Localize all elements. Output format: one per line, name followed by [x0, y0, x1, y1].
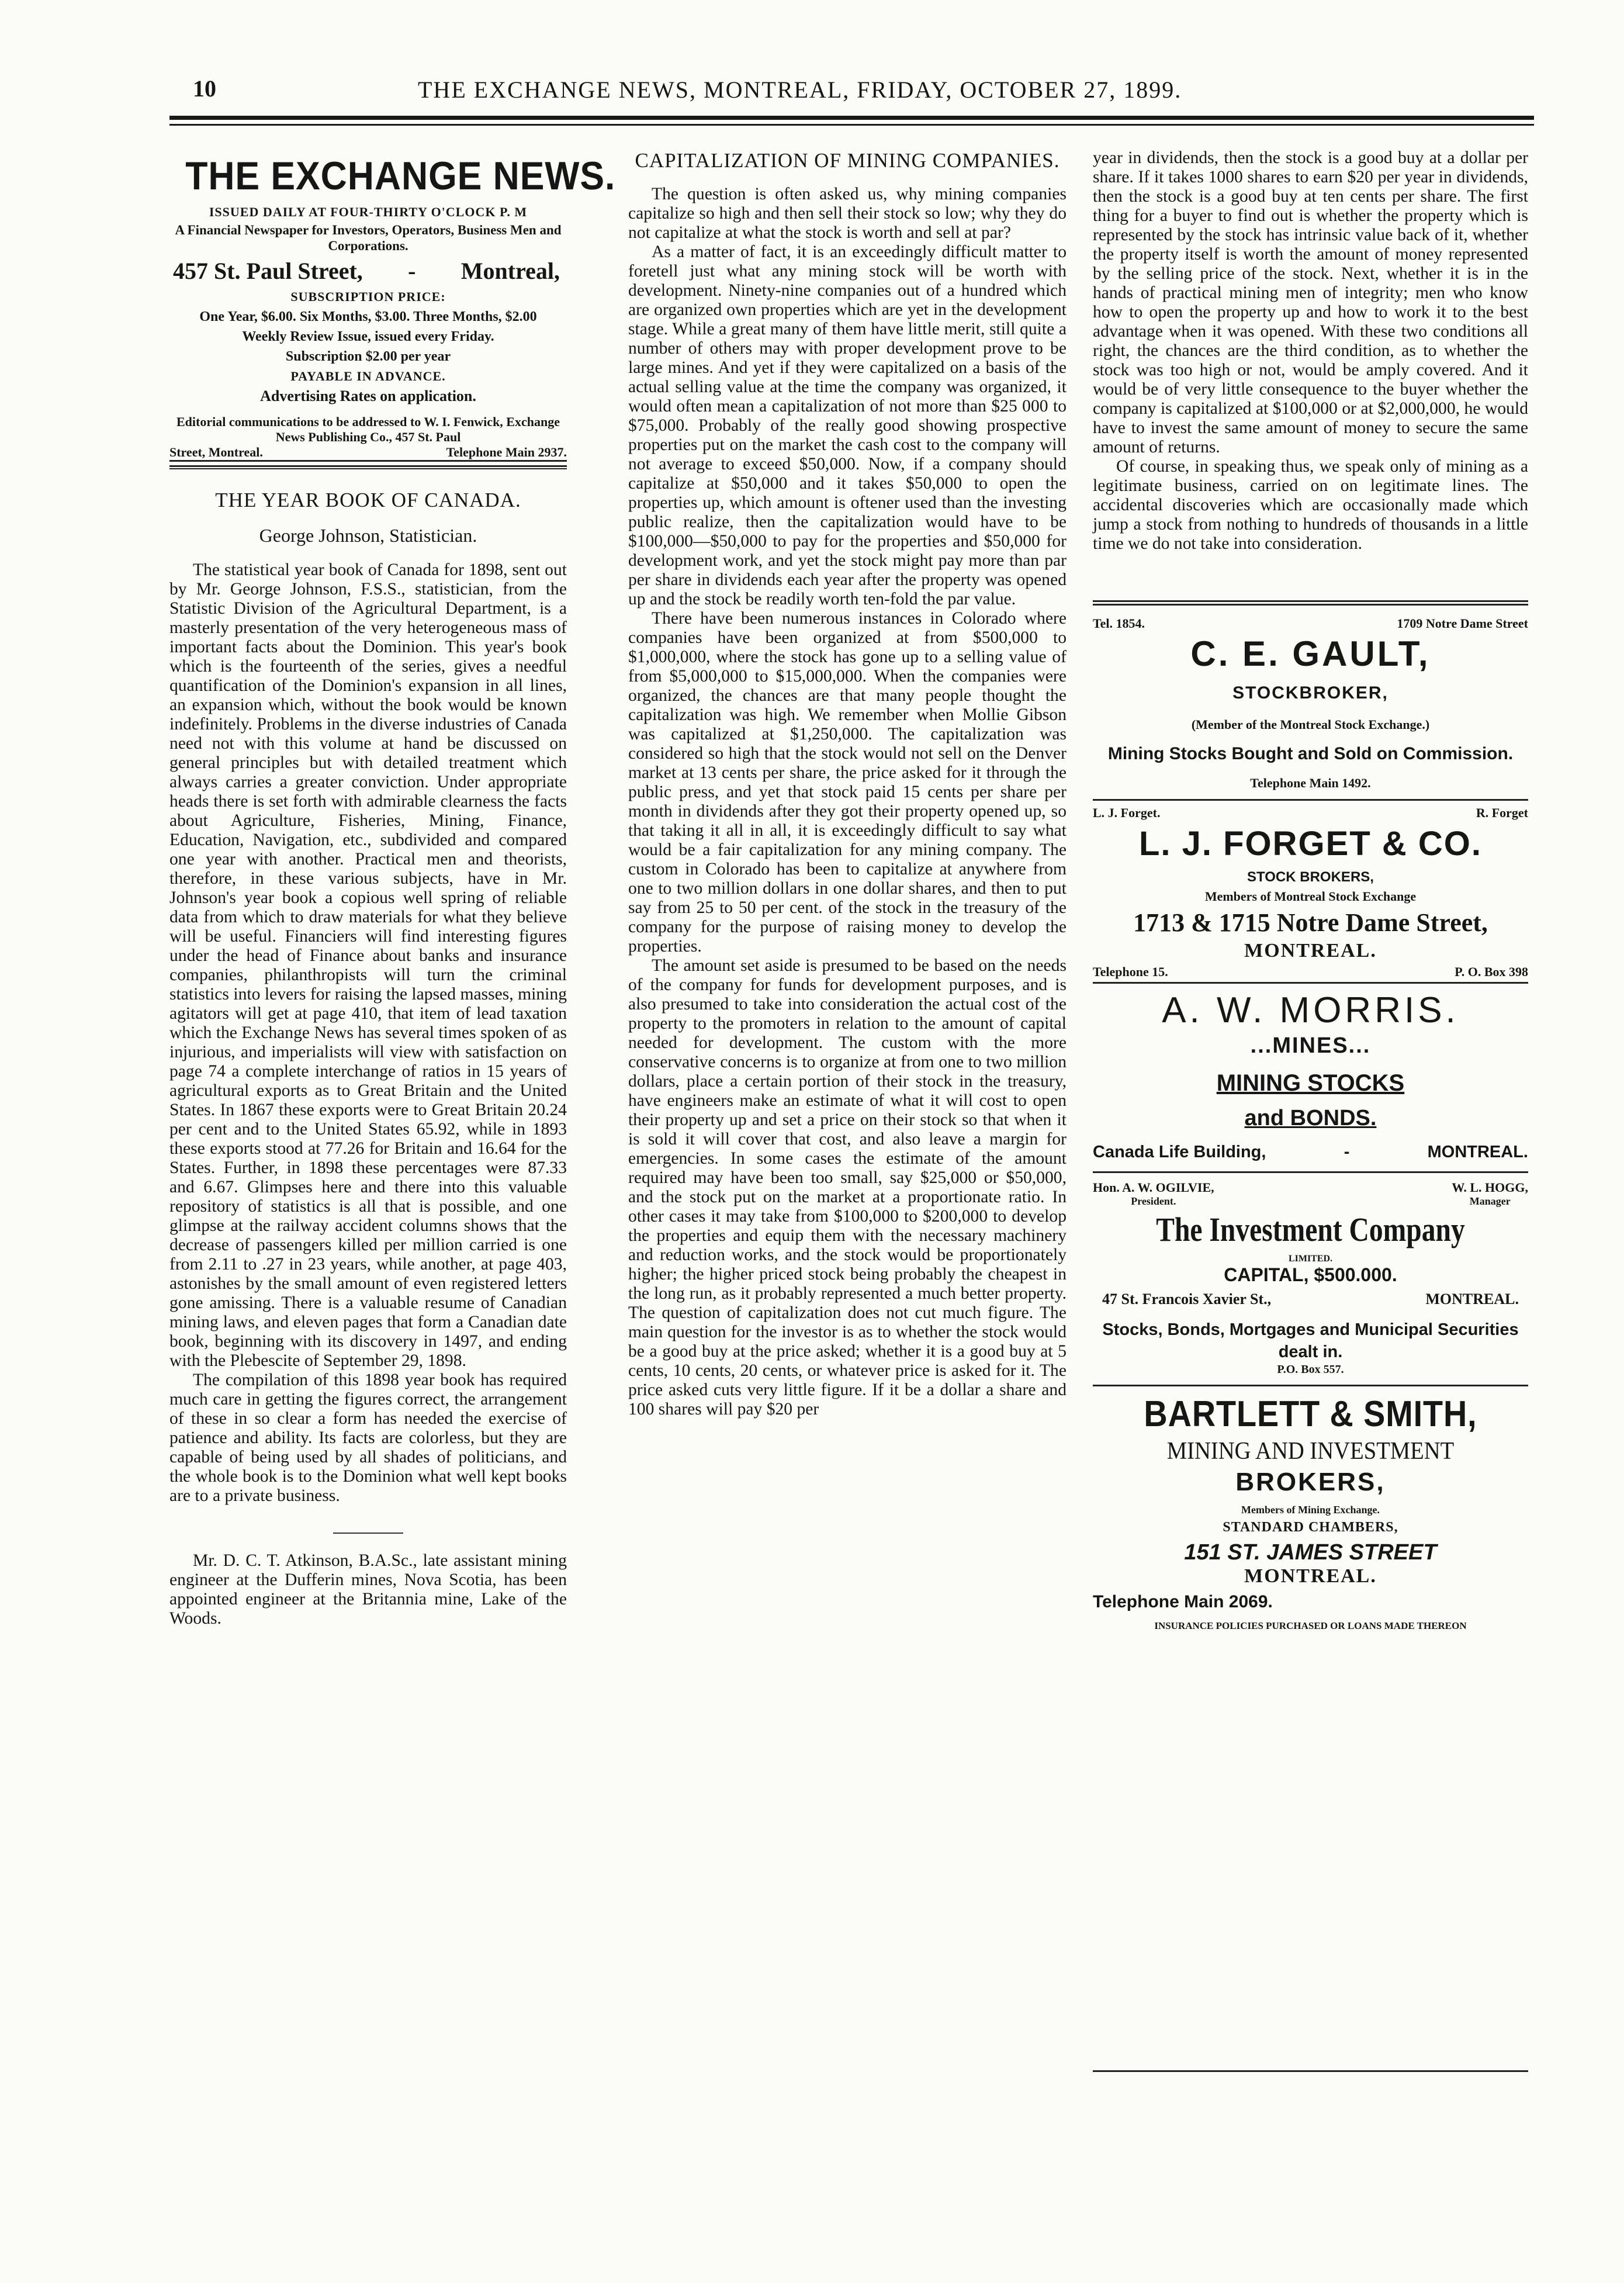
column-2 — [628, 140, 1066, 1419]
capitalization-article — [628, 185, 1066, 1419]
bartlett-member: Members of Mining Exchange. — [1241, 1504, 1380, 1516]
editorial-street: Street, Montreal. — [169, 445, 263, 459]
subscription-rates: One Year, $6.00. Six Months, $3.00. Three Months, $2.00 — [199, 309, 537, 324]
masthead-tagline: A Financial Newspaper for Investors, Operators, Business Men and Corporations. — [175, 223, 562, 253]
morris-name: A. W. MORRIS. — [1162, 990, 1459, 1030]
column-3 — [1093, 140, 1528, 1632]
year-book-paragraph: The compilation of this 1898 year book has required much care in getting the figures correct, the arrangement of these in so clear a form has needed the exercise of patience and ability. Its facts are colorless, but they are capable of being used by all shades of politicians, and the whole book is to the Dominion what well kept books are to a private business. — [169, 1371, 567, 1505]
investment-name: The Investment Company — [1156, 1210, 1465, 1248]
subscription-heading: SUBSCRIPTION PRICE: — [290, 289, 446, 304]
editorial-contact — [169, 445, 567, 462]
column-1 — [169, 140, 616, 1628]
investment-manager-name: W. L. HOGG, — [1452, 1180, 1528, 1195]
gault-tel: Tel. 1854. — [1093, 616, 1145, 631]
ad-bartlett-smith — [1093, 1393, 1528, 1632]
morris-building: Canada Life Building, — [1093, 1143, 1266, 1161]
forget-telephone: Telephone 15. — [1093, 964, 1168, 979]
investment-president-name: Hon. A. W. OGILVIE, — [1093, 1180, 1214, 1195]
gault-telephone: Telephone Main 1492. — [1250, 776, 1371, 790]
gault-title: STOCKBROKER, — [1232, 683, 1388, 703]
masthead-dash: - — [408, 258, 416, 284]
investment-manager-title: Manager — [1469, 1195, 1511, 1207]
ad-divider — [1093, 799, 1528, 801]
header-rule-thin — [169, 124, 1534, 126]
header-rule — [169, 116, 1534, 120]
capitalization-continuation — [1093, 148, 1528, 554]
investment-officers — [1093, 1180, 1528, 1208]
weekly-subscription: Subscription $2.00 per year — [285, 349, 451, 364]
bartlett-line2: BROKERS, — [1235, 1468, 1386, 1496]
atkinson-paragraph: Mr. D. C. T. Atkinson, B.A.Sc., late assistant mining engineer at the Dufferin mines, Nova Scotia, has been appointed engineer at the Britannia mine, Lake of the Woods. — [169, 1551, 567, 1628]
bartlett-chambers: STANDARD CHAMBERS, — [1223, 1520, 1398, 1535]
forget-contact — [1093, 964, 1528, 980]
forget-partner-left: L. J. Forget. — [1093, 805, 1161, 820]
investment-address — [1102, 1291, 1519, 1308]
morris-address — [1093, 1143, 1528, 1162]
year-book-heading: THE YEAR BOOK OF CANADA. — [215, 489, 521, 511]
forget-member: Members of Montreal Stock Exchange — [1204, 889, 1417, 904]
article-divider — [333, 1533, 403, 1534]
editorial-telephone: Telephone Main 2937. — [446, 445, 567, 459]
investment-capital: CAPITAL, $500.000. — [1224, 1264, 1397, 1285]
bartlett-telephone: Telephone Main 2069. — [1093, 1592, 1273, 1611]
masthead-title: THE EXCHANGE NEWS. — [185, 154, 616, 198]
forget-title: STOCK BROKERS, — [1247, 869, 1374, 885]
ad-investment-company — [1093, 1180, 1528, 1376]
investment-line: Stocks, Bonds, Mortgages and Municipal Securities dealt in. — [1102, 1320, 1519, 1361]
investment-limited: LIMITED. — [1288, 1254, 1333, 1264]
masthead-street: 457 St. Paul Street, — [173, 258, 363, 284]
morris-mines: ...MINES... — [1250, 1033, 1371, 1058]
bartlett-insurance: INSURANCE POLICIES PURCHASED OR LOANS MADE THEREON — [1154, 1620, 1467, 1631]
capitalization-heading: CAPITALIZATION OF MINING COMPANIES. — [635, 149, 1060, 172]
atkinson-note — [169, 1551, 567, 1628]
investment-street: 47 St. Francois Xavier St., — [1102, 1291, 1272, 1307]
continuation-paragraph: Of course, in speaking thus, we speak only of mining as a legitimate business, carried on on legitimate lines. The accidental discoveries which are occasionally made which jump a stock from nothing to hundreds of thousands in a little time we do not take into consideration. — [1093, 457, 1528, 553]
ad-divider — [1093, 1385, 1528, 1386]
gault-name: C. E. GAULT, — [1190, 634, 1431, 673]
continuation-paragraph: year in dividends, then the stock is a good buy at a dollar per share. If it takes 1000 shares to earn $20 per year in dividends, then the stock is a good buy at ten cents per share. The first thing for a buyer to find out is whether the property which is represented by the stock has intrinsic value back of it, whether the property itself is worth the amount of money represented by the selling price of the stock. Next, whether it is in the hands of practical mining men of integrity; men who know how to open the property up and how to work it to the best advantage when it was opened. With these two conditions all right, the chances are the third condition, as to whether the stock was too high or not, would be amply covered. And it would be of very little consequence to the buyer whether the company is capitalized at $100,000 or at $2,000,000, he would have to invest the same amount of money to secure the same amount of returns. — [1093, 148, 1528, 456]
year-book-subheading: George Johnson, Statistician. — [259, 525, 477, 546]
forget-city: MONTREAL. — [1244, 940, 1377, 961]
ad-morris — [1093, 990, 1528, 1162]
investment-president-title: President. — [1131, 1195, 1176, 1207]
gault-address: 1709 Notre Dame Street — [1397, 616, 1528, 631]
masthead-rule — [169, 465, 567, 469]
weekly-issue: Weekly Review Issue, issued every Friday. — [242, 329, 494, 344]
masthead-city: Montreal, — [460, 258, 560, 284]
capitalization-paragraph: As a matter of fact, it is an exceedingly difficult matter to foretell just what any mining stock will be worth with development. Ninety-nine companies out of a hundred which are organized own properties which are yet in the development stage. While a great many of them have little merit, still quite a number of others may with proper development prove to be large mines. And yet if they were capitalized on a basis of the actual selling value at the time the company was organized, it would often mean a capitalization of not more than $25 000 to $75,000. Probably of the really good showing prospective properties put on the market the cash cost to the company will not average to exceed $50,000. Now, if a company should capitalize at $50,000 and it takes $50,000 to open the properties up, which amount is oftener used than the investing public realize, then the capitalization would have to be $100,000—$50,000 to pay for the properties and $50,000 for development work, and yet the stock might pay more than par per share in dividends each year after the property was opened up and the stock be readily worth ten-fold the par value. — [628, 243, 1066, 608]
running-head: THE EXCHANGE NEWS, MONTREAL, FRIDAY, OCTOBER 27, 1899. — [418, 77, 1182, 103]
morris-dash: - — [1343, 1143, 1350, 1161]
page-number: 10 — [193, 75, 216, 102]
capitalization-paragraph: There have been numerous instances in Colorado where companies have been organized at from $500,000 to $1,000,000, where the stock has gone up to a selling value of from $5,000,000 to $15,000,000. When the companies were organized, the chances are that many people thought the capitalization was high. We remember when Mollie Gibson was capitalized at $1,250,000. The capitalization was considered so high that the stock would not sell on the Denver market at 13 cents per share, the price asked for it through the public press, and yet that stock paid 15 cents per share per month in dividends after they got their property opened up, so that taking it all in all, it is exceedingly difficult to say what would be a fair capitalization for any mining company. The custom in Colorado has been to capitalize at anywhere from one to two million dollars in one dollar shares, and then to put say from 25 to 50 per cent. of the stock in the treasury of the company for the purpose of raising money to develop the properties. — [628, 609, 1066, 956]
bartlett-line1: MINING AND INVESTMENT — [1166, 1438, 1455, 1465]
payable-in-advance: PAYABLE IN ADVANCE. — [290, 369, 446, 383]
forget-name: L. J. FORGET & CO. — [1138, 825, 1483, 863]
forget-partners — [1093, 805, 1528, 821]
morris-city: MONTREAL. — [1427, 1143, 1528, 1161]
forget-address: 1713 & 1715 Notre Dame Street, — [1133, 908, 1488, 937]
masthead-address — [173, 257, 560, 285]
investment-president — [1093, 1180, 1214, 1208]
gault-top-row — [1093, 616, 1528, 631]
gault-member: (Member of the Montreal Stock Exchange.) — [1191, 717, 1430, 732]
forget-partner-right: R. Forget — [1476, 805, 1528, 820]
bartlett-street: 151 ST. JAMES STREET — [1184, 1540, 1437, 1565]
bartlett-name: BARTLETT & SMITH, — [1144, 1394, 1477, 1434]
advertising-rates: Advertising Rates on application. — [260, 388, 476, 404]
morris-bonds: and BONDS. — [1244, 1106, 1377, 1130]
capitalization-paragraph: The question is often asked us, why mining companies capitalize so high and then sell their stock so low; why they do not capitalize at what the stock is worth and sell at par? — [628, 185, 1066, 242]
year-book-paragraph: The statistical year book of Canada for 1898, sent out by Mr. George Johnson, F.S.S., statistician, from the Statistic Division of the Agricultural Department, is a masterly presentation of the very heterogeneous mass of important facts about the Dominion. This year's book which is the fourteenth of the series, gives a needful quantification of the Dominion's expansion in all lines, an expansion which, without the book would be known indefinitely. Problems in the diverse industries of Canada need not with this volume at hand be discussed on general principles but with detailed treatment which always carries a greater conviction. Under appropriate heads there is set forth with admirable clearness the facts about Agriculture, Fisheries, Mining, Finance, Education, Navigation, etc., subdivided and compared one year with another. Practical men and theorists, therefore, in these various subjects, have in Mr. Johnson's year book a copious well spring of reliable data from which to draw materials for what they believe will be useful. Financiers will find interesting figures under the head of Finance about banks and insurance companies, philanthropists will turn the criminal statistics into levers for raising the lapsed masses, mining agitators will get at page 410, that item of lead taxation which the Exchange News has several times spoken of as injurious, and imperialists will view with satisfaction on page 74 a complete interchange of ratios in 15 years of agricultural exports as to Great Britain and the United States. In 1867 these exports were to Great Britain 20.24 per cent and to the United States 65.92, while in 1893 these exports stood at 77.26 for Britain and 16.64 for the States. Further, in 1898 these percentages were 87.33 and 6.67. Glimpses here and there into this valuable repository of statistics is all that is possible, and one glimpse at the railway accident columns shows that the decrease of passengers killed per million carried is one from 2.11 to .27 in 23 years, while another, at page 403, astonishes by the small amount of even registered letters gone amissing. There is a valuable resume of Canadian mining laws, and eleven pages that form a Canadian date book, beginning with its discovery in 1497, and ending with the Plebescite of September 29, 1898. — [169, 561, 567, 1370]
year-book-article — [169, 561, 567, 1506]
capitalization-paragraph: The amount set aside is presumed to be based on the needs of the company for funds for development purposes, and is also presumed to take into consideration the actual cost of the property to the promoters in relation to the amount of capital needed for development. The custom with the more conservative concerns is to organize at from one to two million dollars, place a certain portion of their stock in the treasury, have engineers make an estimate of what it will cost to open their property up and set a price on their stock so that when it is sold it will cover that cost, and also leave a margin for emergencies. In some cases the estimate of the amount required may have been too small, say $25,000 or $50,000, and the stock put on the market at a proportionate ratio. In other cases it may take from $100,000 to $200,000 to develop the properties and equip them with the necessary machinery and reduction works, and the stock would be proportionately higher; the higher priced stock being probably the cheapest in the long run, as it probably represented a much better property. The question of capitalization does not cut much figure. The main question for the investor is as to whether the stock would be a good buy at the price asked; whether it is a good buy at 5 cents, 10 cents, 20 cents, or whatever price is asked for it. The price asked cuts very little figure. If it be a dollar a share and 100 shares will pay $20 per — [628, 956, 1066, 1419]
ad-gault — [1093, 616, 1528, 791]
forget-box: P. O. Box 398 — [1455, 964, 1528, 979]
gault-line: Mining Stocks Bought and Sold on Commission. — [1107, 744, 1514, 763]
investment-city: MONTREAL. — [1425, 1291, 1519, 1307]
investment-manager — [1452, 1180, 1528, 1208]
editorial-note: Editorial communications to be addressed to W. I. Fenwick, Exchange News Publishing Co., 457 St. Paul — [176, 414, 560, 444]
investment-box: P.O. Box 557. — [1277, 1363, 1344, 1376]
ad-forget — [1093, 805, 1528, 980]
bartlett-city: MONTREAL. — [1244, 1565, 1377, 1587]
ads-bottom-rule — [1093, 2070, 1528, 2072]
ad-divider — [1093, 982, 1528, 984]
ad-divider — [1093, 1171, 1528, 1173]
ads-top-rule — [1093, 600, 1528, 606]
morris-mining-stocks: MINING STOCKS — [1216, 1070, 1405, 1096]
masthead-issued: ISSUED DAILY AT FOUR-THIRTY O'CLOCK P. M — [209, 205, 528, 219]
